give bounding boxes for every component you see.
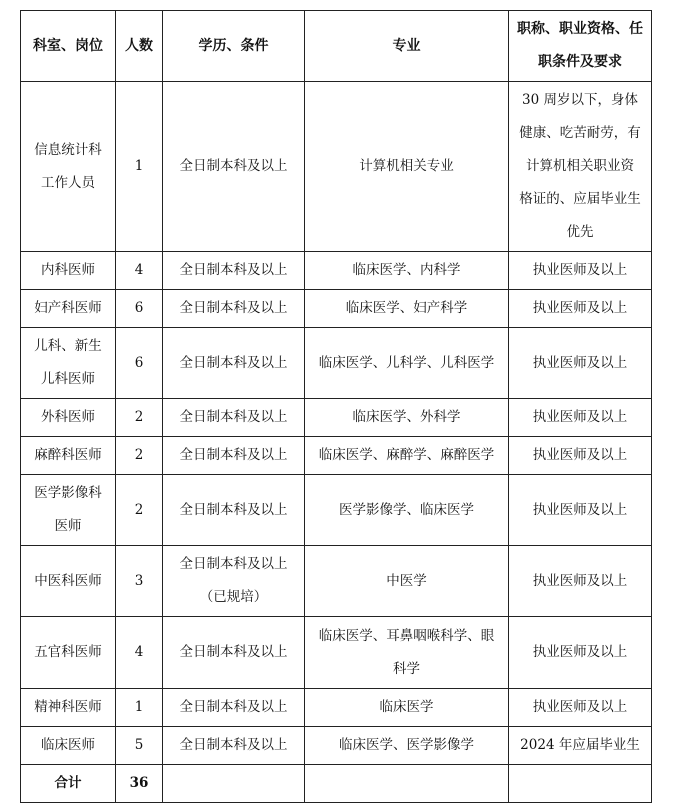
- requirement-cell: 执业医师及以上: [509, 546, 652, 617]
- requirement-cell: 执业医师及以上: [509, 475, 652, 546]
- count-cell: 4: [116, 617, 163, 689]
- empty-cell: [305, 765, 509, 803]
- education-cell: 全日制本科及以上: [163, 290, 305, 328]
- total-count: 36: [116, 765, 163, 803]
- dept-cell: 临床医师: [21, 727, 116, 765]
- table-row: [21, 82, 652, 252]
- major-cell: 医学影像学、临床医学: [305, 475, 509, 546]
- header-education: 学历、条件: [163, 11, 305, 82]
- dept-cell: 中医科医师: [21, 546, 116, 617]
- education-cell: 全日制本科及以上: [163, 617, 305, 689]
- header-major: 专业: [305, 11, 509, 82]
- table-row: [21, 617, 652, 689]
- major-cell: 临床医学: [305, 689, 509, 727]
- count-cell: 2: [116, 437, 163, 475]
- table-row: [21, 546, 652, 617]
- count-cell: 1: [116, 82, 163, 252]
- table-row: [21, 290, 652, 328]
- header-requirement: 职称、职业资格、任 职条件及要求: [509, 11, 652, 82]
- header-count: 人数: [116, 11, 163, 82]
- recruitment-table: [20, 10, 652, 803]
- major-cell: 临床医学、麻醉学、麻醉医学: [305, 437, 509, 475]
- dept-cell: 医学影像科 医师: [21, 475, 116, 546]
- count-cell: 6: [116, 328, 163, 399]
- major-cell: 计算机相关专业: [305, 82, 509, 252]
- requirement-cell: 执业医师及以上: [509, 689, 652, 727]
- education-cell: 全日制本科及以上: [163, 399, 305, 437]
- table-row: [21, 437, 652, 475]
- requirement-cell: 执业医师及以上: [509, 437, 652, 475]
- education-cell: 全日制本科及以上: [163, 328, 305, 399]
- count-cell: 3: [116, 546, 163, 617]
- dept-cell: 内科医师: [21, 252, 116, 290]
- dept-cell: 信息统计科 工作人员: [21, 82, 116, 252]
- education-cell: 全日制本科及以上: [163, 82, 305, 252]
- count-cell: 5: [116, 727, 163, 765]
- header-dept: 科室、岗位: [21, 11, 116, 82]
- major-cell: 临床医学、妇产科学: [305, 290, 509, 328]
- table-row: [21, 727, 652, 765]
- requirement-cell: 执业医师及以上: [509, 399, 652, 437]
- empty-cell: [509, 765, 652, 803]
- education-cell: 全日制本科及以上: [163, 437, 305, 475]
- count-cell: 1: [116, 689, 163, 727]
- requirement-cell: 执业医师及以上: [509, 290, 652, 328]
- dept-cell: 五官科医师: [21, 617, 116, 689]
- dept-cell: 精神科医师: [21, 689, 116, 727]
- count-cell: 2: [116, 399, 163, 437]
- count-cell: 6: [116, 290, 163, 328]
- table-row: [21, 328, 652, 399]
- education-cell: 全日制本科及以上 （已规培）: [163, 546, 305, 617]
- requirement-cell: 2024 年应届毕业生: [509, 727, 652, 765]
- dept-cell: 外科医师: [21, 399, 116, 437]
- major-cell: 临床医学、内科学: [305, 252, 509, 290]
- header-row: [21, 11, 652, 82]
- requirement-cell: 执业医师及以上: [509, 328, 652, 399]
- major-cell: 临床医学、耳鼻咽喉科学、眼 科学: [305, 617, 509, 689]
- table-row: [21, 252, 652, 290]
- major-cell: 临床医学、外科学: [305, 399, 509, 437]
- education-cell: 全日制本科及以上: [163, 475, 305, 546]
- empty-cell: [163, 765, 305, 803]
- dept-cell: 儿科、新生 儿科医师: [21, 328, 116, 399]
- requirement-cell: 执业医师及以上: [509, 252, 652, 290]
- major-cell: 临床医学、医学影像学: [305, 727, 509, 765]
- count-cell: 4: [116, 252, 163, 290]
- major-cell: 中医学: [305, 546, 509, 617]
- table-row: [21, 689, 652, 727]
- table-row: [21, 399, 652, 437]
- requirement-cell: 执业医师及以上: [509, 617, 652, 689]
- dept-cell: 妇产科医师: [21, 290, 116, 328]
- count-cell: 2: [116, 475, 163, 546]
- total-label: 合计: [21, 765, 116, 803]
- total-row: [21, 765, 652, 803]
- education-cell: 全日制本科及以上: [163, 727, 305, 765]
- major-cell: 临床医学、儿科学、儿科医学: [305, 328, 509, 399]
- table-row: [21, 475, 652, 546]
- requirement-cell: 30 周岁以下，身体 健康、吃苦耐劳，有 计算机相关职业资 格证的、应届毕业生 优先: [509, 82, 652, 252]
- dept-cell: 麻醉科医师: [21, 437, 116, 475]
- education-cell: 全日制本科及以上: [163, 252, 305, 290]
- education-cell: 全日制本科及以上: [163, 689, 305, 727]
